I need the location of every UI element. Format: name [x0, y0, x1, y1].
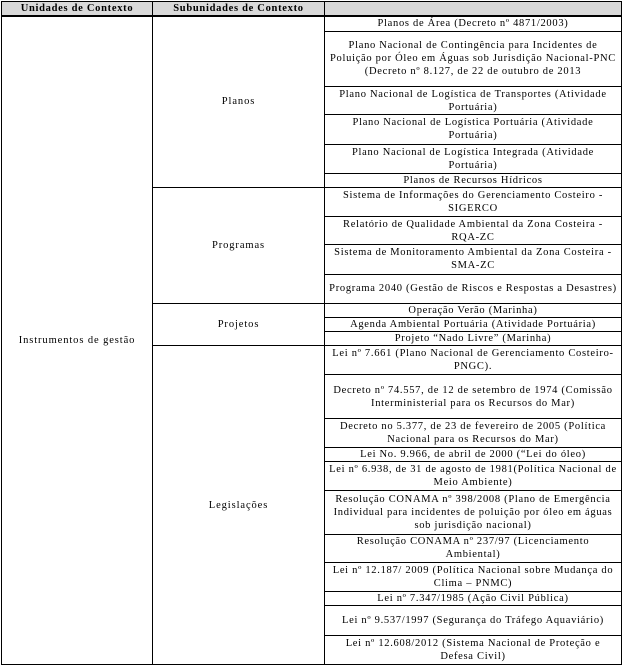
item-cell: Planos de Área (Decreto nº 4871/2003)	[325, 16, 622, 31]
item-cell: Lei nº 12.187/ 2009 (Política Nacional sobre Mudança do Clima – PNMC)	[325, 562, 622, 591]
item-cell: Plano Nacional de Contingência para Incidentes de Poluição por Óleo em Águas sob Jurisdição Nacional-PNC (Decreto nº 8.127, de 22 de outubro de 2013	[325, 31, 622, 86]
subunit-planos: Planos	[153, 16, 325, 187]
header-row	[2, 2, 622, 17]
item-cell: Plano Nacional de Logística Portuária (Atividade Portuária)	[325, 115, 622, 144]
item-cell: Projeto “Nado Livre” (Marinha)	[325, 332, 622, 346]
item-cell: Resolução CONAMA nº 237/97 (Licenciamento Ambiental)	[325, 534, 622, 562]
header-context-units: Unidades de Contexto	[2, 2, 153, 17]
item-cell: Plano Nacional de Logística de Transportes (Atividade Portuária)	[325, 87, 622, 115]
context-unit-cell: Instrumentos de gestão	[2, 16, 153, 665]
subunit-legislacoes: Legislações	[153, 346, 325, 665]
item-cell: Programa 2040 (Gestão de Riscos e Respostas a Desastres)	[325, 274, 622, 303]
item-cell: Sistema de Informações do Gerenciamento Costeiro - SIGERCO	[325, 187, 622, 216]
table-row	[2, 16, 622, 31]
item-cell: Operação Verão (Marinha)	[325, 303, 622, 317]
item-cell: Agenda Ambiental Portuária (Atividade Portuária)	[325, 317, 622, 331]
context-units-table	[1, 1, 622, 665]
item-cell: Plano Nacional de Logística Integrada (Atividade Portuária)	[325, 144, 622, 173]
subunit-programas: Programas	[153, 187, 325, 303]
header-context-subunits: Subunidades de Contexto	[153, 2, 325, 17]
item-cell: Lei nº 6.938, de 31 de agosto de 1981(Política Nacional de Meio Ambiente)	[325, 462, 622, 491]
item-cell: Lei nº 9.537/1997 (Segurança do Tráfego Aquaviário)	[325, 606, 622, 635]
item-cell: Lei No. 9.966, de abril de 2000 (“Lei do óleo)	[325, 448, 622, 462]
table-wrapper	[1, 1, 621, 665]
item-cell: Lei nº 12.608/2012 (Sistema Nacional de Proteção e Defesa Civil)	[325, 635, 622, 664]
item-cell: Lei nº 7.661 (Plano Nacional de Gerenciamento Costeiro- PNGC).	[325, 346, 622, 375]
header-items	[325, 2, 622, 17]
item-cell: Sistema de Monitoramento Ambiental da Zona Costeira - SMA-ZC	[325, 245, 622, 274]
subunit-projetos: Projetos	[153, 303, 325, 345]
item-cell: Relatório de Qualidade Ambiental da Zona Costeira - RQA-ZC	[325, 217, 622, 245]
item-cell: Lei nº 7.347/1985 (Ação Civil Pública)	[325, 592, 622, 606]
item-cell: Decreto nº 74.557, de 12 de setembro de 1974 (Comissão Interministerial para os Recursos do Mar)	[325, 375, 622, 418]
item-cell: Decreto no 5.377, de 23 de fevereiro de 2005 (Política Nacional para os Recursos do Mar)	[325, 418, 622, 447]
item-cell: Resolução CONAMA nº 398/2008 (Plano de Emergência Individual para incidentes de poluição por óleo em águas sob jurisdição nacional)	[325, 491, 622, 534]
item-cell: Planos de Recursos Hídricos	[325, 173, 622, 187]
